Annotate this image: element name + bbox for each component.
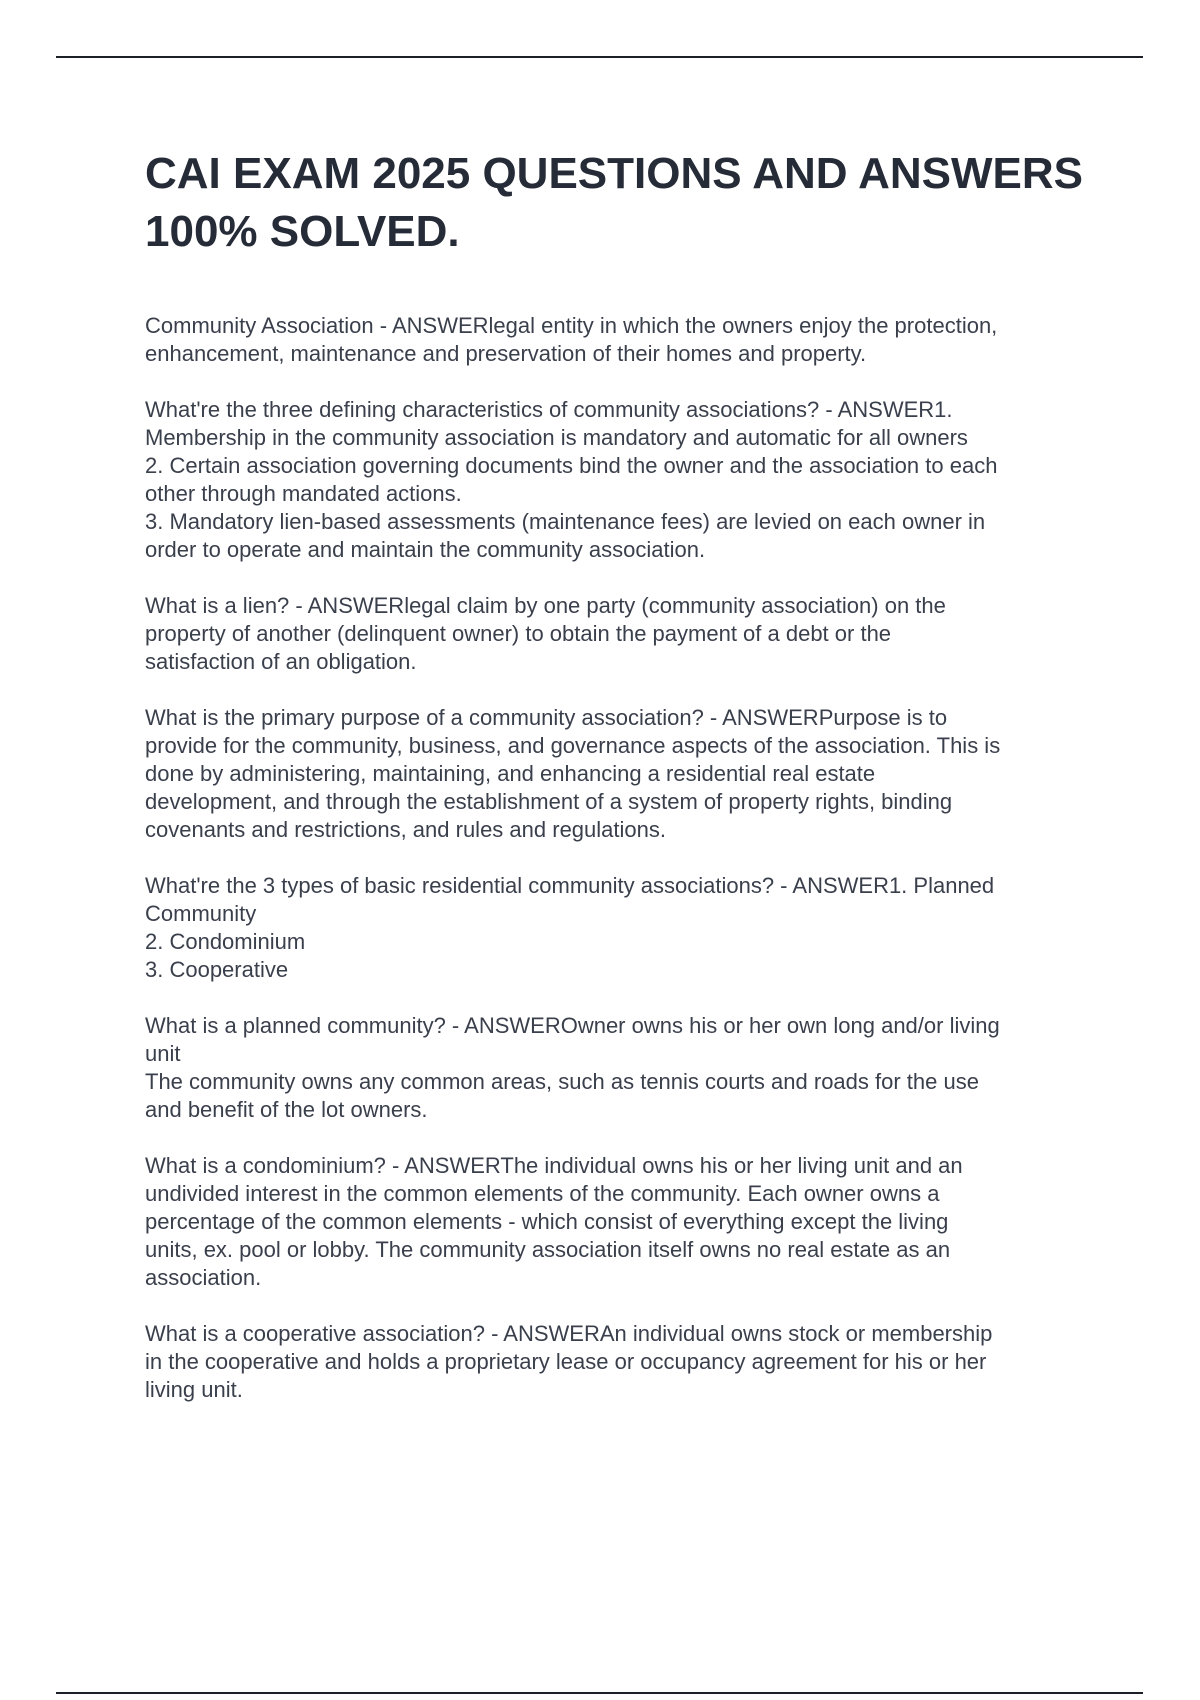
text-line: The community owns any common areas, such as tennis courts and roads for the use [145, 1069, 979, 1094]
text-line: property of another (delinquent owner) to obtain the payment of a debt or the [145, 621, 892, 646]
text-line: in the cooperative and holds a proprietary lease or occupancy agreement for his or her [145, 1349, 987, 1374]
text-line: satisfaction of an obligation. [145, 649, 417, 674]
text-line: What is a condominium? - ANSWERThe individual owns his or her living unit and an [145, 1153, 963, 1178]
text-line: 2. Certain association governing documents bind the owner and the association to each [145, 453, 998, 478]
text-line: percentage of the common elements - which consist of everything except the living [145, 1209, 949, 1234]
text-line: covenants and restrictions, and rules and regulations. [145, 817, 666, 842]
text-line: 3. Mandatory lien-based assessments (maintenance fees) are levied on each owner in [145, 509, 986, 534]
text-line: What is a lien? - ANSWERlegal claim by one party (community association) on the [145, 593, 946, 618]
text-line: order to operate and maintain the community association. [145, 537, 706, 562]
text-line: other through mandated actions. [145, 481, 462, 506]
qa-entry [145, 1012, 1100, 1124]
text-line: undivided interest in the common elements of the community. Each owner owns a [145, 1181, 940, 1206]
qa-entry [145, 396, 1100, 564]
text-line: What is a cooperative association? - ANSWERAn individual owns stock or membership [145, 1321, 993, 1346]
text-line: and benefit of the lot owners. [145, 1097, 428, 1122]
text-line: done by administering, maintaining, and enhancing a residential real estate [145, 761, 876, 786]
text-line: units, ex. pool or lobby. The community association itself owns no real estate as an [145, 1237, 951, 1262]
text-line: unit [145, 1041, 181, 1066]
document-title: CAI EXAM 2025 QUESTIONS AND ANSWERS 100% SOLVED. [145, 149, 1084, 256]
text-line: What're the three defining characteristics of community associations? - ANSWER1. [145, 397, 953, 422]
text-line: 3. Cooperative [145, 957, 289, 982]
qa-entry [145, 872, 1100, 984]
qa-entry [145, 592, 1100, 676]
text-line: provide for the community, business, and governance aspects of the association. This is [145, 733, 1001, 758]
text-line: What're the 3 types of basic residential community associations? - ANSWER1. Planned [145, 873, 995, 898]
qa-entry [145, 1152, 1100, 1292]
qa-entry [145, 1320, 1100, 1404]
text-line: development, and through the establishment of a system of property rights, binding [145, 789, 953, 814]
text-line: Community [145, 901, 257, 926]
document-body [145, 312, 1100, 1432]
text-line: What is the primary purpose of a community association? - ANSWERPurpose is to [145, 705, 948, 730]
qa-entry [145, 312, 1100, 368]
text-line: What is a planned community? - ANSWEROwner owns his or her own long and/or living [145, 1013, 1000, 1038]
top-rule [56, 56, 1143, 58]
text-line: 2. Condominium [145, 929, 306, 954]
text-line: Membership in the community association is mandatory and automatic for all owners [145, 425, 968, 450]
text-line: living unit. [145, 1377, 243, 1402]
bottom-rule [56, 1692, 1143, 1694]
text-line: Community Association - ANSWERlegal entity in which the owners enjoy the protection, [145, 313, 998, 338]
text-line: association. [145, 1265, 262, 1290]
qa-entry [145, 704, 1100, 844]
text-line: enhancement, maintenance and preservation of their homes and property. [145, 341, 867, 366]
